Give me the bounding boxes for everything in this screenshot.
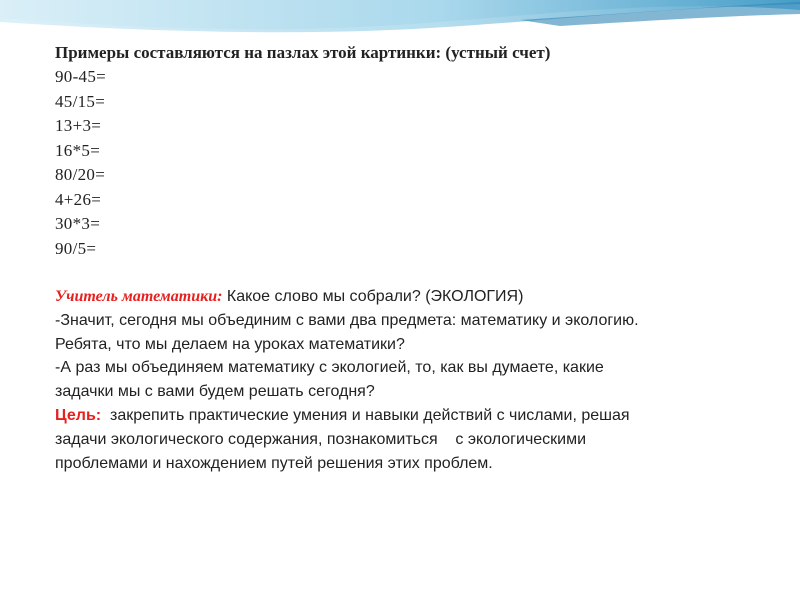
example-line: 90-45= [55,67,107,86]
paragraph-2: Ребята, что мы делаем на уроках математики? [55,335,405,353]
example-line: 80/20= [55,165,106,184]
example-line: 30*3= [55,214,101,233]
example-line: 16*5= [55,140,101,160]
teacher-line [55,285,755,309]
slide-heading: Примеры составляются на пазлах этой картинки: (устный счет) [55,43,551,62]
goal-text-3: проблемами и нахождением путей решения этих проблем. [55,454,493,472]
example-line: 13+3= [55,116,102,135]
goal-label: Цель: [55,406,102,424]
spacer [55,261,755,285]
paragraph-1: -Значит, сегодня мы объединим с вами два предмета: математику и экологию. [55,311,639,329]
example-line: 4+26= [55,189,102,209]
paragraph-3a: -А раз мы объединяем математику с экологией, то, как вы думаете, какие [55,359,604,377]
teacher-label: Учитель математики: [55,288,223,305]
paragraph-3b: задачки мы с вами будем решать сегодня? [55,383,375,401]
slide-content [55,41,755,475]
example-line: 45/15= [55,91,106,111]
teacher-question: Какое слово мы собрали? (ЭКОЛОГИЯ) [222,288,524,305]
goal-text-1: закрепить практические умения и навыки действий с числами, решая [101,406,630,424]
goal-text-2: задачи экологического содержания, познакомиться с экологическими [55,430,587,448]
goal-line [55,404,755,428]
example-line: 90/5= [55,238,97,258]
examples-list [55,65,755,261]
